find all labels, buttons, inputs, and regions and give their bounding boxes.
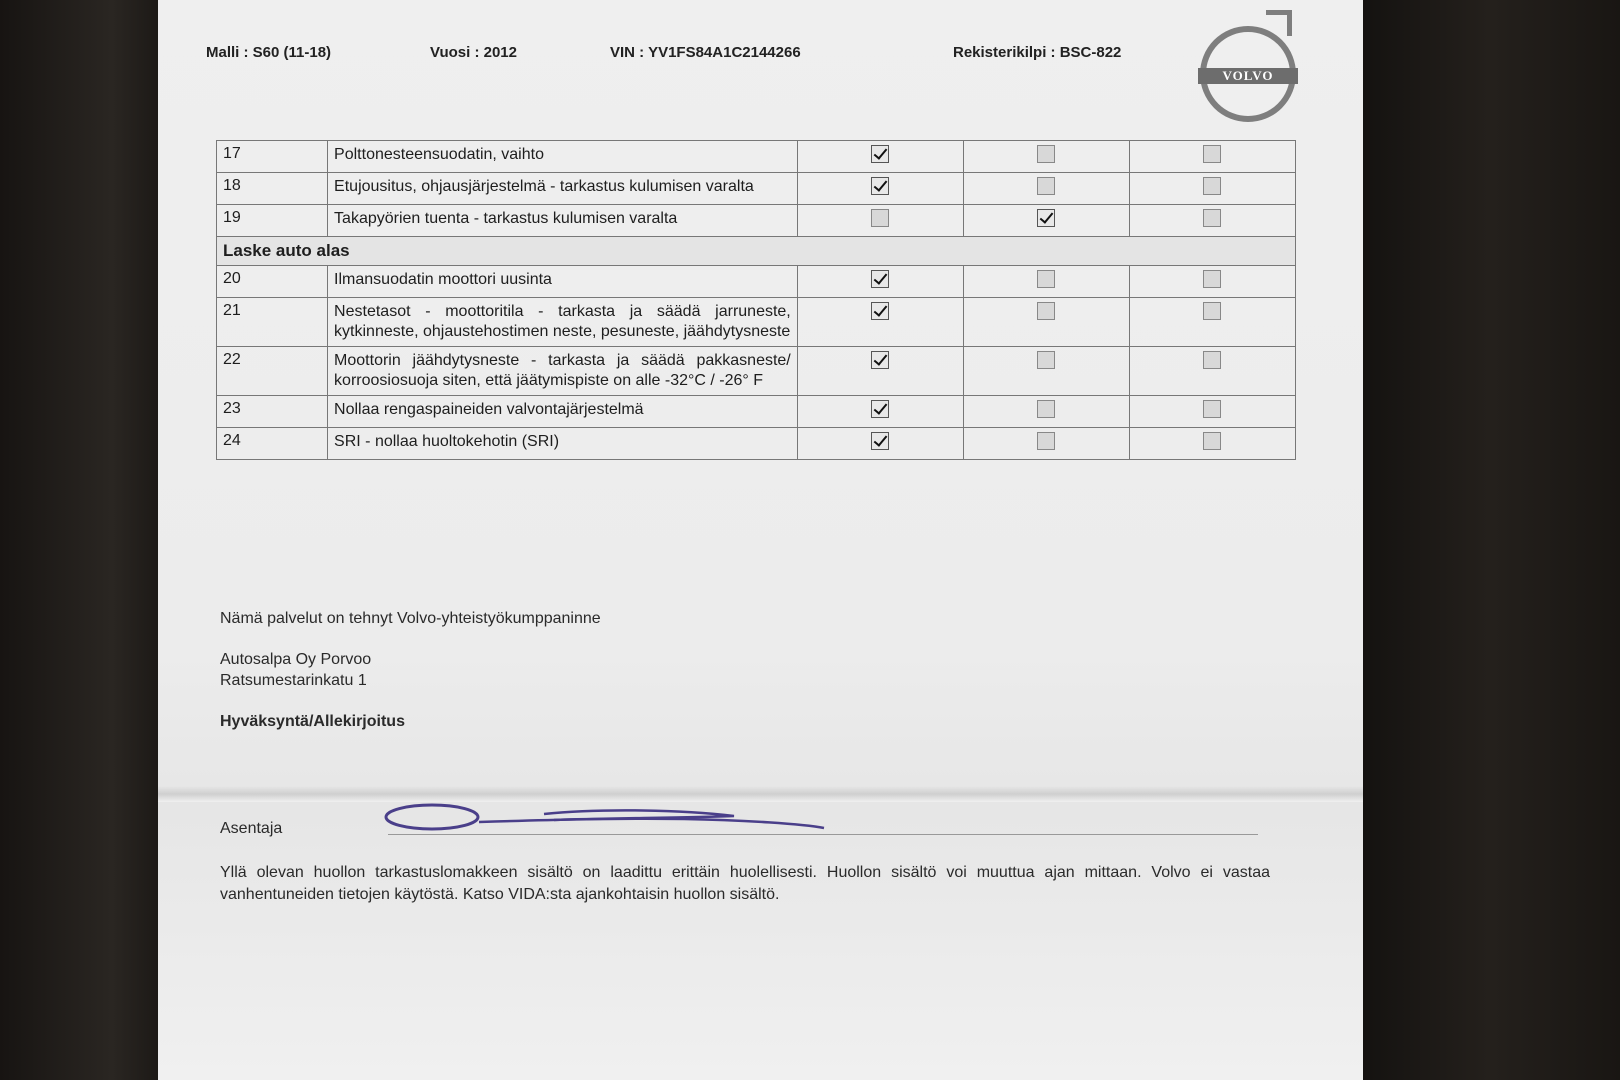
checkbox-cell (797, 266, 963, 298)
checked-checkbox[interactable] (871, 302, 889, 320)
row-description: Nollaa rengaspaineiden valvontajärjestelmä (328, 396, 798, 428)
row-description: SRI - nollaa huoltokehotin (SRI) (328, 428, 798, 460)
checklist-row (217, 173, 1296, 205)
row-number: 20 (217, 266, 328, 298)
row-number: 18 (217, 173, 328, 205)
checkbox-cell (1129, 396, 1295, 428)
service-checklist-table (216, 140, 1296, 460)
partner-note: Nämä palvelut on tehnyt Volvo-yhteistyökumppaninne (220, 610, 601, 627)
dealer-name: Autosalpa Oy Porvoo (220, 651, 372, 668)
section-label: Laske auto alas (217, 237, 1296, 266)
checklist-row (217, 141, 1296, 173)
checkbox-cell (797, 173, 963, 205)
row-number: 19 (217, 205, 328, 237)
row-description: Takapyörien tuenta - tarkastus kulumisen varalta (328, 205, 798, 237)
checkbox-cell (963, 173, 1129, 205)
service-form-page (158, 0, 1363, 1080)
checkbox-cell (963, 141, 1129, 173)
year-label: Vuosi : 2012 (430, 44, 517, 61)
checkbox-cell (963, 428, 1129, 460)
checkbox-cell (797, 298, 963, 347)
row-description: Moottorin jäähdytysneste - tarkasta ja säädä pakkasneste/ korroosiosuoja siten, että jäätymispiste on alle -32°C / -26° F (328, 347, 798, 396)
checkbox-cell (797, 428, 963, 460)
approval-label: Hyväksyntä/Allekirjoitus (220, 713, 405, 730)
checkbox-cell (963, 298, 1129, 347)
checked-checkbox[interactable] (1037, 209, 1055, 227)
checkbox-cell (797, 205, 963, 237)
checked-checkbox[interactable] (871, 400, 889, 418)
unchecked-checkbox[interactable] (1037, 177, 1055, 195)
unchecked-checkbox[interactable] (1037, 270, 1055, 288)
row-description: Etujousitus, ohjausjärjestelmä - tarkastus kulumisen varalta (328, 173, 798, 205)
unchecked-checkbox[interactable] (871, 209, 889, 227)
row-description: Ilmansuodatin moottori uusinta (328, 266, 798, 298)
checked-checkbox[interactable] (871, 432, 889, 450)
checkbox-cell (797, 347, 963, 396)
unchecked-checkbox[interactable] (1037, 432, 1055, 450)
plate-label: Rekisterikilpi : BSC-822 (953, 44, 1122, 61)
section-row (217, 237, 1296, 266)
checkbox-cell (1129, 205, 1295, 237)
unchecked-checkbox[interactable] (1037, 302, 1055, 320)
checkbox-cell (1129, 266, 1295, 298)
unchecked-checkbox[interactable] (1037, 400, 1055, 418)
unchecked-checkbox[interactable] (1037, 351, 1055, 369)
checked-checkbox[interactable] (871, 351, 889, 369)
vin-label: VIN : YV1FS84A1C2144266 (610, 44, 801, 61)
checkbox-cell (963, 205, 1129, 237)
checkbox-cell (1129, 347, 1295, 396)
row-number: 21 (217, 298, 328, 347)
volvo-logo-text: VOLVO (1198, 68, 1298, 84)
checklist-row (217, 266, 1296, 298)
checked-checkbox[interactable] (871, 145, 889, 163)
signature-image (384, 800, 844, 836)
vehicle-header (158, 44, 1363, 68)
mechanic-label: Asentaja (220, 820, 283, 837)
checkbox-cell (797, 141, 963, 173)
model-label: Malli : S60 (11-18) (206, 44, 332, 61)
row-number: 23 (217, 396, 328, 428)
unchecked-checkbox[interactable] (1037, 145, 1055, 163)
checkbox-cell (963, 266, 1129, 298)
unchecked-checkbox[interactable] (1203, 145, 1221, 163)
checked-checkbox[interactable] (871, 177, 889, 195)
checklist-row (217, 205, 1296, 237)
background-left (0, 0, 160, 1080)
checklist-row (217, 347, 1296, 396)
checkbox-cell (963, 396, 1129, 428)
volvo-logo-icon (1200, 26, 1296, 122)
row-number: 24 (217, 428, 328, 460)
checkbox-cell (1129, 298, 1295, 347)
checkbox-cell (797, 396, 963, 428)
unchecked-checkbox[interactable] (1203, 432, 1221, 450)
disclaimer-text: Yllä olevan huollon tarkastuslomakkeen sisältö on laadittu erittäin huolellisesti. Huollon sisältö voi muuttua ajan mittaan. Volvo ei vastaa vanhentuneiden tietojen käytöstä. Katso VIDA:sta ajankohtaisin huollon sisältö. (220, 864, 1270, 903)
checklist-row (217, 396, 1296, 428)
unchecked-checkbox[interactable] (1203, 400, 1221, 418)
checkbox-cell (1129, 141, 1295, 173)
background-right (1360, 0, 1620, 1080)
row-number: 17 (217, 141, 328, 173)
checkbox-cell (1129, 173, 1295, 205)
unchecked-checkbox[interactable] (1203, 302, 1221, 320)
unchecked-checkbox[interactable] (1203, 177, 1221, 195)
dealer-street: Ratsumestarinkatu 1 (220, 672, 367, 689)
unchecked-checkbox[interactable] (1203, 209, 1221, 227)
checked-checkbox[interactable] (871, 270, 889, 288)
row-description: Polttonesteensuodatin, vaihto (328, 141, 798, 173)
unchecked-checkbox[interactable] (1203, 270, 1221, 288)
checkbox-cell (1129, 428, 1295, 460)
unchecked-checkbox[interactable] (1203, 351, 1221, 369)
row-number: 22 (217, 347, 328, 396)
row-description: Nestetasot - moottoritila - tarkasta ja säädä jarruneste, kytkinneste, ohjaustehostimen neste, pesuneste, jäähdytysneste (328, 298, 798, 347)
checkbox-cell (963, 347, 1129, 396)
checklist-row (217, 298, 1296, 347)
checklist-row (217, 428, 1296, 460)
